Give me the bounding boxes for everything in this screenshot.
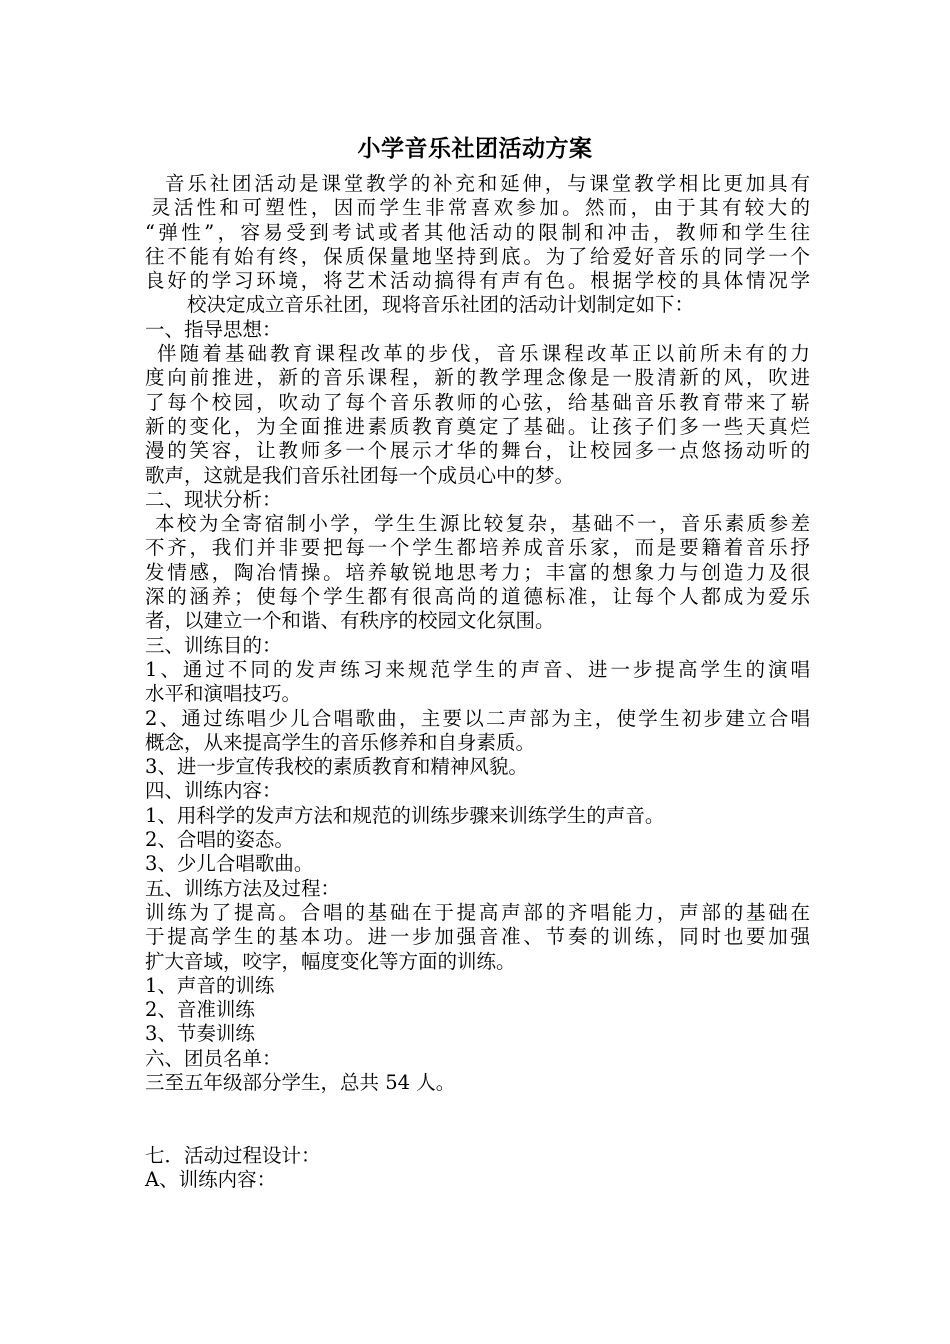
text-line: 歌声，这就是我们音乐社团每一个成员心中的梦。 (145, 463, 575, 487)
text-line: A、训练内容： (145, 1168, 277, 1192)
text-line: 二、现状分析： (145, 487, 282, 511)
text-line: 度向前推进，新的音乐课程，新的教学理念像是一股清新的风，吹进 (145, 366, 810, 390)
text-line: 3、进一步宣传我校的素质教育和精神风貌。 (145, 755, 528, 779)
text-line: 深的涵养；使每个学生都有很高尚的道德标准，让每个人都成为爱乐 (145, 585, 810, 609)
document-title: 小学音乐社团活动方案 (357, 135, 593, 162)
text-line: 漫的笑容，让教师多一个展示才华的舞台，让校园多一点悠扬动听的 (145, 439, 810, 463)
text-line: 六、团员名单： (145, 1046, 282, 1070)
text-line: 水平和演唱技巧。 (145, 682, 302, 706)
text-line: 3、少儿合唱歌曲。 (145, 852, 314, 876)
text-line: 伴随着基础教育课程改革的步伐，音乐课程改革正以前所未有的力 (157, 342, 810, 366)
text-line: 1、声音的训练 (145, 973, 275, 997)
text-line: 校决定成立音乐社团，现将音乐社团的活动计划制定如下： (187, 293, 695, 317)
text-line: 扩大音域，咬字，幅度变化等方面的训练。 (145, 949, 516, 973)
document-body (145, 172, 810, 1192)
text-line: 四、训练内容： (145, 779, 282, 803)
text-line: 2、合唱的姿态。 (145, 828, 294, 852)
text-line: 者，以建立一个和谐、有秩序的校园文化氛围。 (145, 609, 555, 633)
text-line: 往不能有始有终，保质保量地坚持到底。为了给爱好音乐的同学一个 (145, 244, 810, 268)
text-line: “弹性”，容易受到考试或者其他活动的限制和冲击，教师和学生往 (145, 220, 810, 244)
text-line: 训练为了提高。合唱的基础在于提高声部的齐唱能力，声部的基础在 (145, 900, 810, 924)
text-line: 概念，从来提高学生的音乐修养和自身素质。 (145, 730, 536, 754)
text-line: 三、训练目的： (145, 633, 282, 657)
text-line: 不齐，我们并非要把每一个学生都培养成音乐家，而是要籍着音乐抒 (145, 536, 810, 560)
text-line: 七．活动过程设计： (145, 1143, 321, 1167)
text-line: 了每个校园，吹动了每个音乐教师的心弦，给基础音乐教育带来了崭 (145, 390, 810, 414)
text-line: 2、通过练唱少儿合唱歌曲，主要以二声部为主，使学生初步建立合唱 (145, 706, 810, 730)
text-line: 3、节奏训练 (145, 1022, 255, 1046)
text-line: 良好的学习环境，将艺术活动搞得有声有色。根据学校的具体情况学 (145, 269, 810, 293)
text-line: 2、音准训练 (145, 998, 255, 1022)
blank-gap (145, 1095, 810, 1144)
text-line: 灵活性和可塑性，因而学生非常喜欢参加。然而，由于其有较大的 (151, 196, 810, 220)
text-line: 五、训练方法及过程： (145, 876, 341, 900)
text-line: 音乐社团活动是课堂教学的补充和延伸，与课堂教学相比更加具有 (165, 172, 810, 195)
text-line: 发情感，陶冶情操。培养敏锐地思考力；丰富的想象力与创造力及很 (145, 560, 810, 584)
text-line: 本校为全寄宿制小学，学生生源比较复杂，基础不一，音乐素质参差 (155, 512, 810, 536)
text-line: 于提高学生的基本功。进一步加强音准、节奏的训练，同时也要加强 (145, 925, 810, 949)
text-line: 新的变化，为全面推进素质教育奠定了基础。让孩子们多一些天真烂 (145, 414, 810, 438)
text-line: 三至五年级部分学生，总共 54 人。 (145, 1070, 456, 1094)
text-line: 一、指导思想： (145, 317, 282, 341)
text-line: 1、用科学的发声方法和规范的训练步骤来训练学生的声音。 (145, 803, 665, 827)
text-line: 1、通过不同的发声练习来规范学生的声音、进一步提高学生的演唱 (145, 657, 810, 681)
